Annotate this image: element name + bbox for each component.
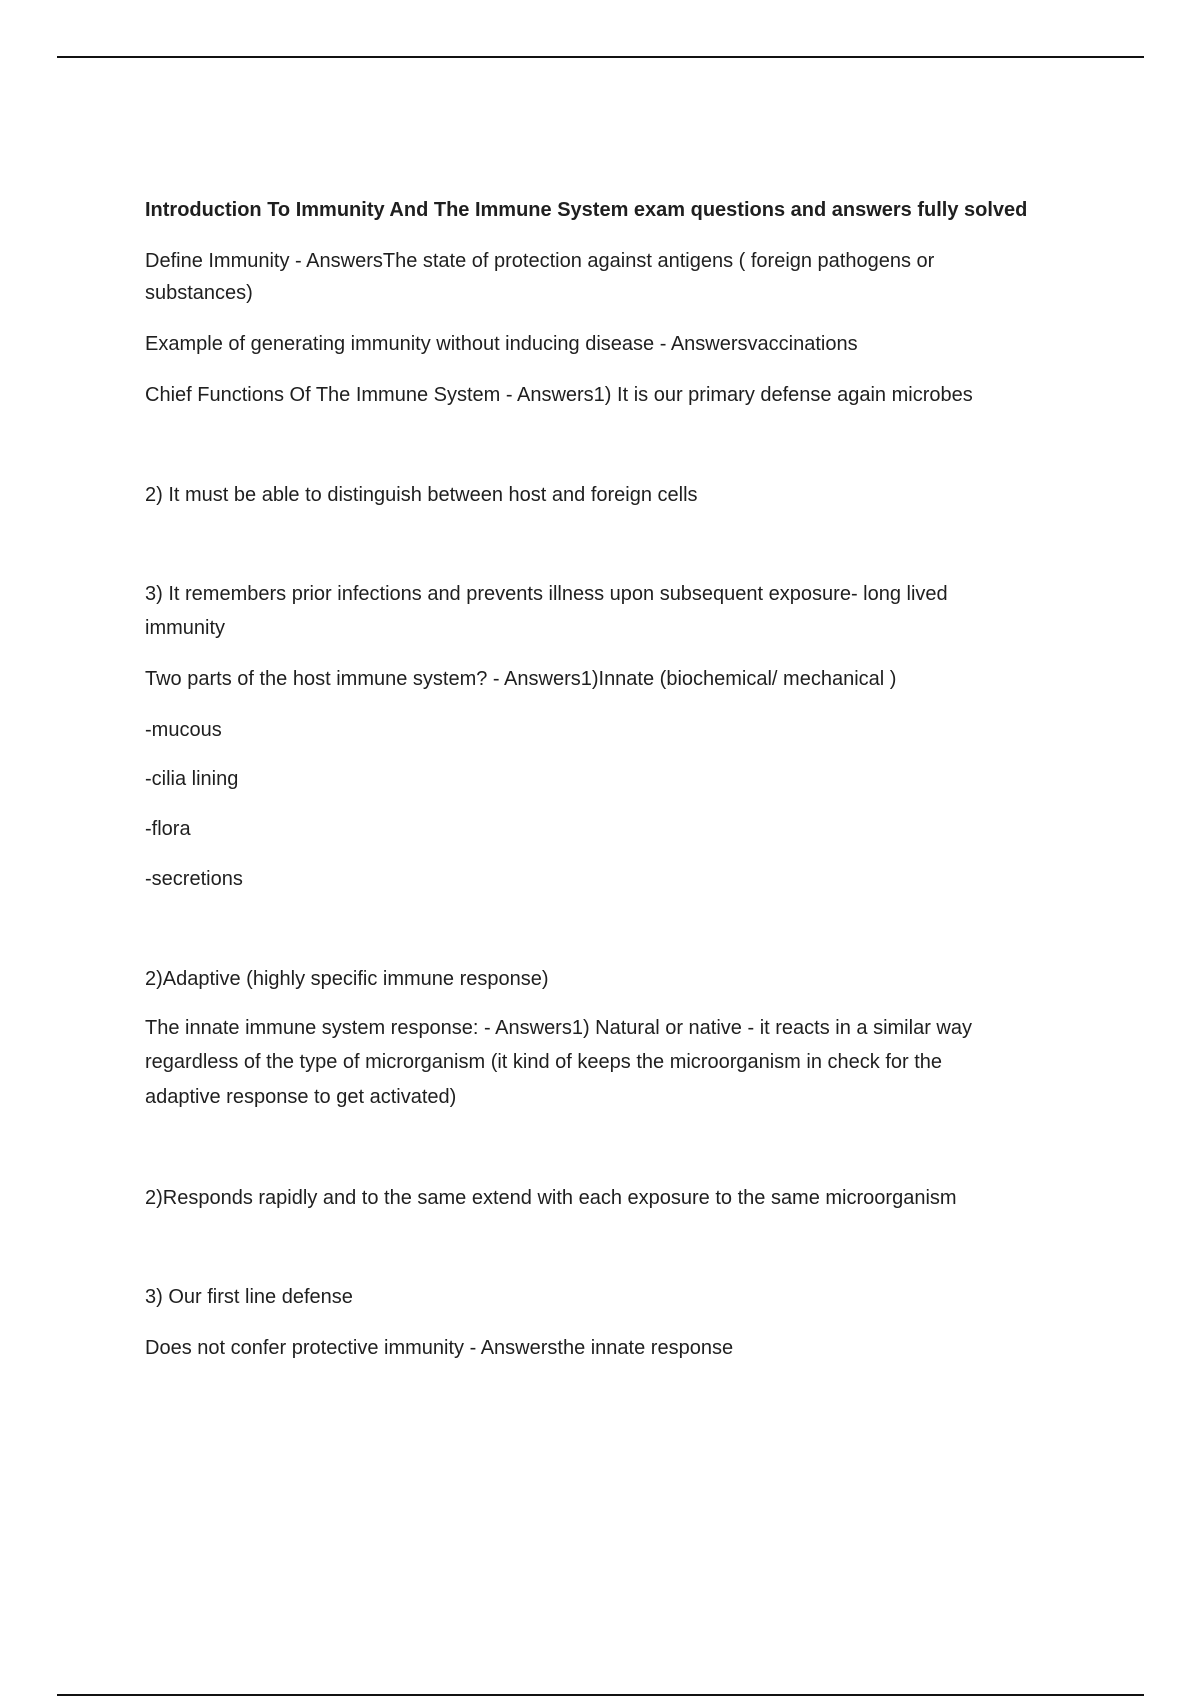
- text-line: 2)Responds rapidly and to the same extend with each exposure to the same microorganism: [145, 1187, 957, 1209]
- text-line: Example of generating immunity without inducing disease - Answersvaccinations: [145, 333, 858, 355]
- text-line: Define Immunity - AnswersThe state of protection against antigens ( foreign pathogens or: [145, 250, 935, 272]
- text-line: 2) It must be able to distinguish between host and foreign cells: [145, 484, 698, 506]
- text-line: Does not confer protective immunity - Answersthe innate response: [145, 1337, 734, 1359]
- text-line: adaptive response to get activated): [145, 1086, 457, 1108]
- text-line: regardless of the type of microrganism (it kind of keeps the microorganism in check for the: [145, 1051, 943, 1073]
- text-line: The innate immune system response: - Answers1) Natural or native - it reacts in a similar way: [145, 1017, 972, 1039]
- text-line: Chief Functions Of The Immune System - Answers1) It is our primary defense again microbes: [145, 384, 973, 406]
- text-line: 3) Our first line defense: [145, 1286, 353, 1308]
- header-rule: [57, 56, 1144, 58]
- text-line: immunity: [145, 617, 226, 639]
- footer-rule: [57, 1694, 1144, 1696]
- text-line: substances): [145, 282, 253, 304]
- document-title: Introduction To Immunity And The Immune System exam questions and answers fully solved: [145, 199, 1028, 221]
- text-line: -mucous: [145, 719, 222, 741]
- text-line: -cilia lining: [145, 768, 239, 790]
- text-line: Two parts of the host immune system? - Answers1)Innate (biochemical/ mechanical ): [145, 668, 897, 690]
- text-line: 2)Adaptive (highly specific immune response): [145, 968, 549, 990]
- text-line: -secretions: [145, 868, 243, 890]
- text-line: 3) It remembers prior infections and prevents illness upon subsequent exposure- long lived: [145, 583, 948, 605]
- text-line: -flora: [145, 818, 191, 840]
